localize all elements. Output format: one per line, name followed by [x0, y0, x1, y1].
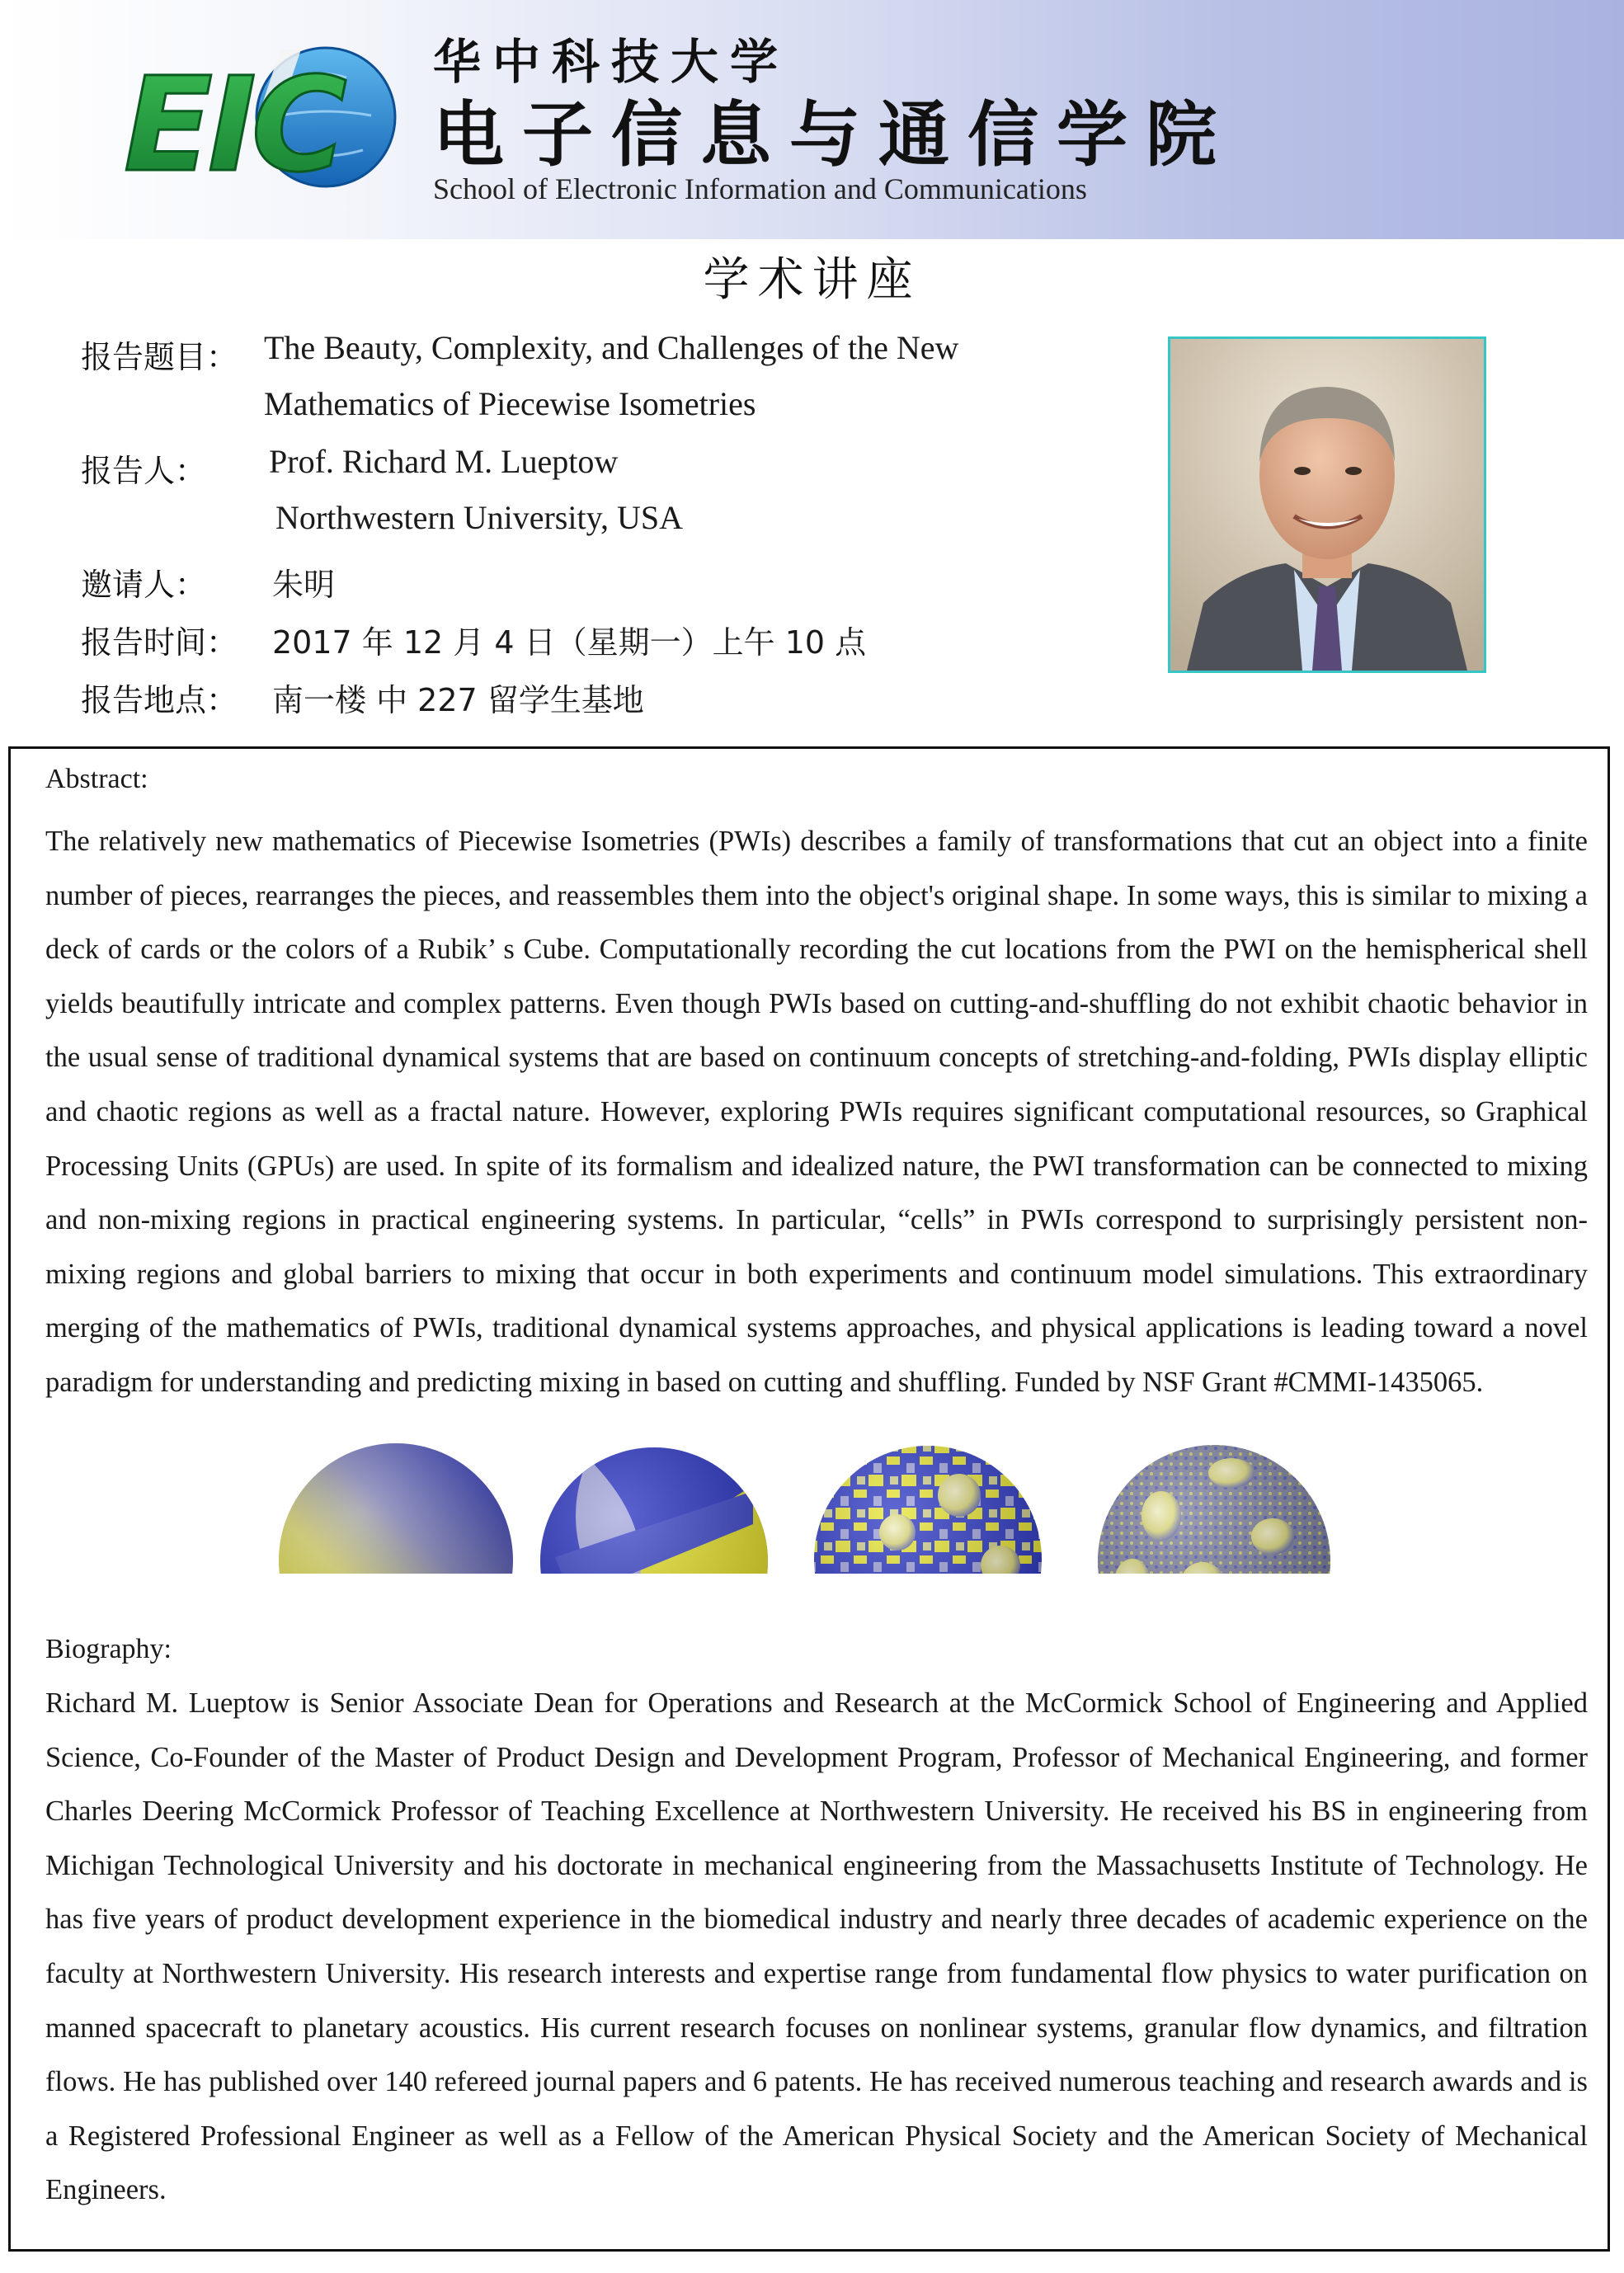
school-name-cn: 电子信息与通信学院 — [433, 93, 1235, 176]
place-label: 报告地点： — [81, 682, 238, 718]
speaker-label: 报告人： — [81, 453, 207, 489]
time-label: 报告时间： — [81, 624, 238, 661]
portrait-image — [1170, 339, 1484, 671]
topic-label: 报告题目： — [81, 339, 238, 375]
abstract-text: The relatively new mathematics of Piecewise Isometries (PWIs) describes a family of transformations that cut an object into a finite number of pieces, rearranges the pieces, and reassembles them into the object's original shape. In some ways, this is similar to mixing a deck of cards or the colors of a Rubik’ s Cube. Computationally recording the cut locations from the PWI on the hemispherical shell yields beautifully intricate and complex patterns. Even though PWIs based on cutting-and-shuffling do not exhibit chaotic behavior in the usual sense of traditional dynamical systems that are based on continuum concepts of stretching-and-folding, PWIs display elliptic and chaotic regions as well as a fractal nature. However, exploring PWIs requires significant computational resources, so Graphical Processing Units (GPUs) are used. In spite of its formalism and idealized nature, the PWI transformation can be connected to mixing and non-mixing regions in practical engineering systems. In particular, “cells” in PWIs correspond to surprisingly persistent non-mixing regions and global barriers to mixing that occur in both experiments and continuum model simulations. This extraordinary merging of the mathematics of PWIs, traditional dynamical systems approaches, and physical applications is leading toward a novel paradigm for understanding and predicting mixing in based on cutting and shuffling. Funded by NSF Grant #CMMI-1435065. — [45, 826, 1588, 1398]
abstract-biography-box — [8, 746, 1610, 2252]
topic-line-1: The Beauty, Complexity, and Challenges of the New — [264, 329, 959, 366]
eic-logo — [124, 25, 404, 214]
topic-line-2: Mathematics of Piecewise Isometries — [264, 385, 756, 422]
school-name-en: School of Electronic Information and Communications — [433, 172, 1087, 205]
pwi-sphere-3 — [811, 1442, 1050, 1574]
pwi-sphere-figures — [11, 749, 1612, 1574]
speaker-portrait — [1168, 336, 1486, 673]
logo-lettering: EIC — [124, 49, 342, 201]
biography-text: Richard M. Lueptow is Senior Associate Dean for Operations and Research at the McCormick School of Engineering and Applied Science, Co-Founder of the Master of Product Design and Development Program, Professor of Mechanical Engineering, and former Charles Deering McCormick Professor of Teaching Excellence at Northwestern University. He received his BS in engineering from Michigan Technological University and his doctorate in mechanical engineering from the Massachusetts Institute of Technology. He has five years of product development experience in the biomedical industry and nearly three decades of academic experience on the faculty at Northwestern University. His research interests and expertise range from fundamental flow physics to water purification on manned spacecraft to planetary acoustics. His current research focuses on nonlinear systems, granular flow dynamics, and filtration flows. He has published over 140 refereed journal papers and 6 patents. He has received numerous teaching and research awards and is a Registered Professional Engineer as well as a Fellow of the American Physical Society and the American Society of Mechanical Engineers. — [45, 1687, 1588, 2206]
pwi-sphere-1 — [279, 1443, 513, 1574]
speaker-affiliation: Northwestern University, USA — [275, 499, 684, 536]
biography-label: Biography: — [45, 1634, 172, 1664]
host-name: 朱明 — [272, 567, 336, 603]
host-label: 邀请人： — [81, 567, 207, 603]
event-title: 学术讲座 — [703, 253, 921, 307]
place-value: 南一楼 中 227 留学生基地 — [272, 682, 644, 718]
abstract-label: Abstract: — [45, 764, 148, 794]
speaker-name: Prof. Richard M. Lueptow — [269, 443, 619, 480]
school-name-cn-block — [433, 33, 1235, 176]
pwi-sphere-2 — [539, 1446, 770, 1574]
time-value: 2017 年 12 月 4 日（星期一）上午 10 点 — [272, 624, 867, 661]
header-banner — [0, 0, 1624, 239]
university-name-cn: 华中科技大学 — [433, 34, 790, 90]
pwi-sphere-4 — [1091, 1442, 1339, 1574]
